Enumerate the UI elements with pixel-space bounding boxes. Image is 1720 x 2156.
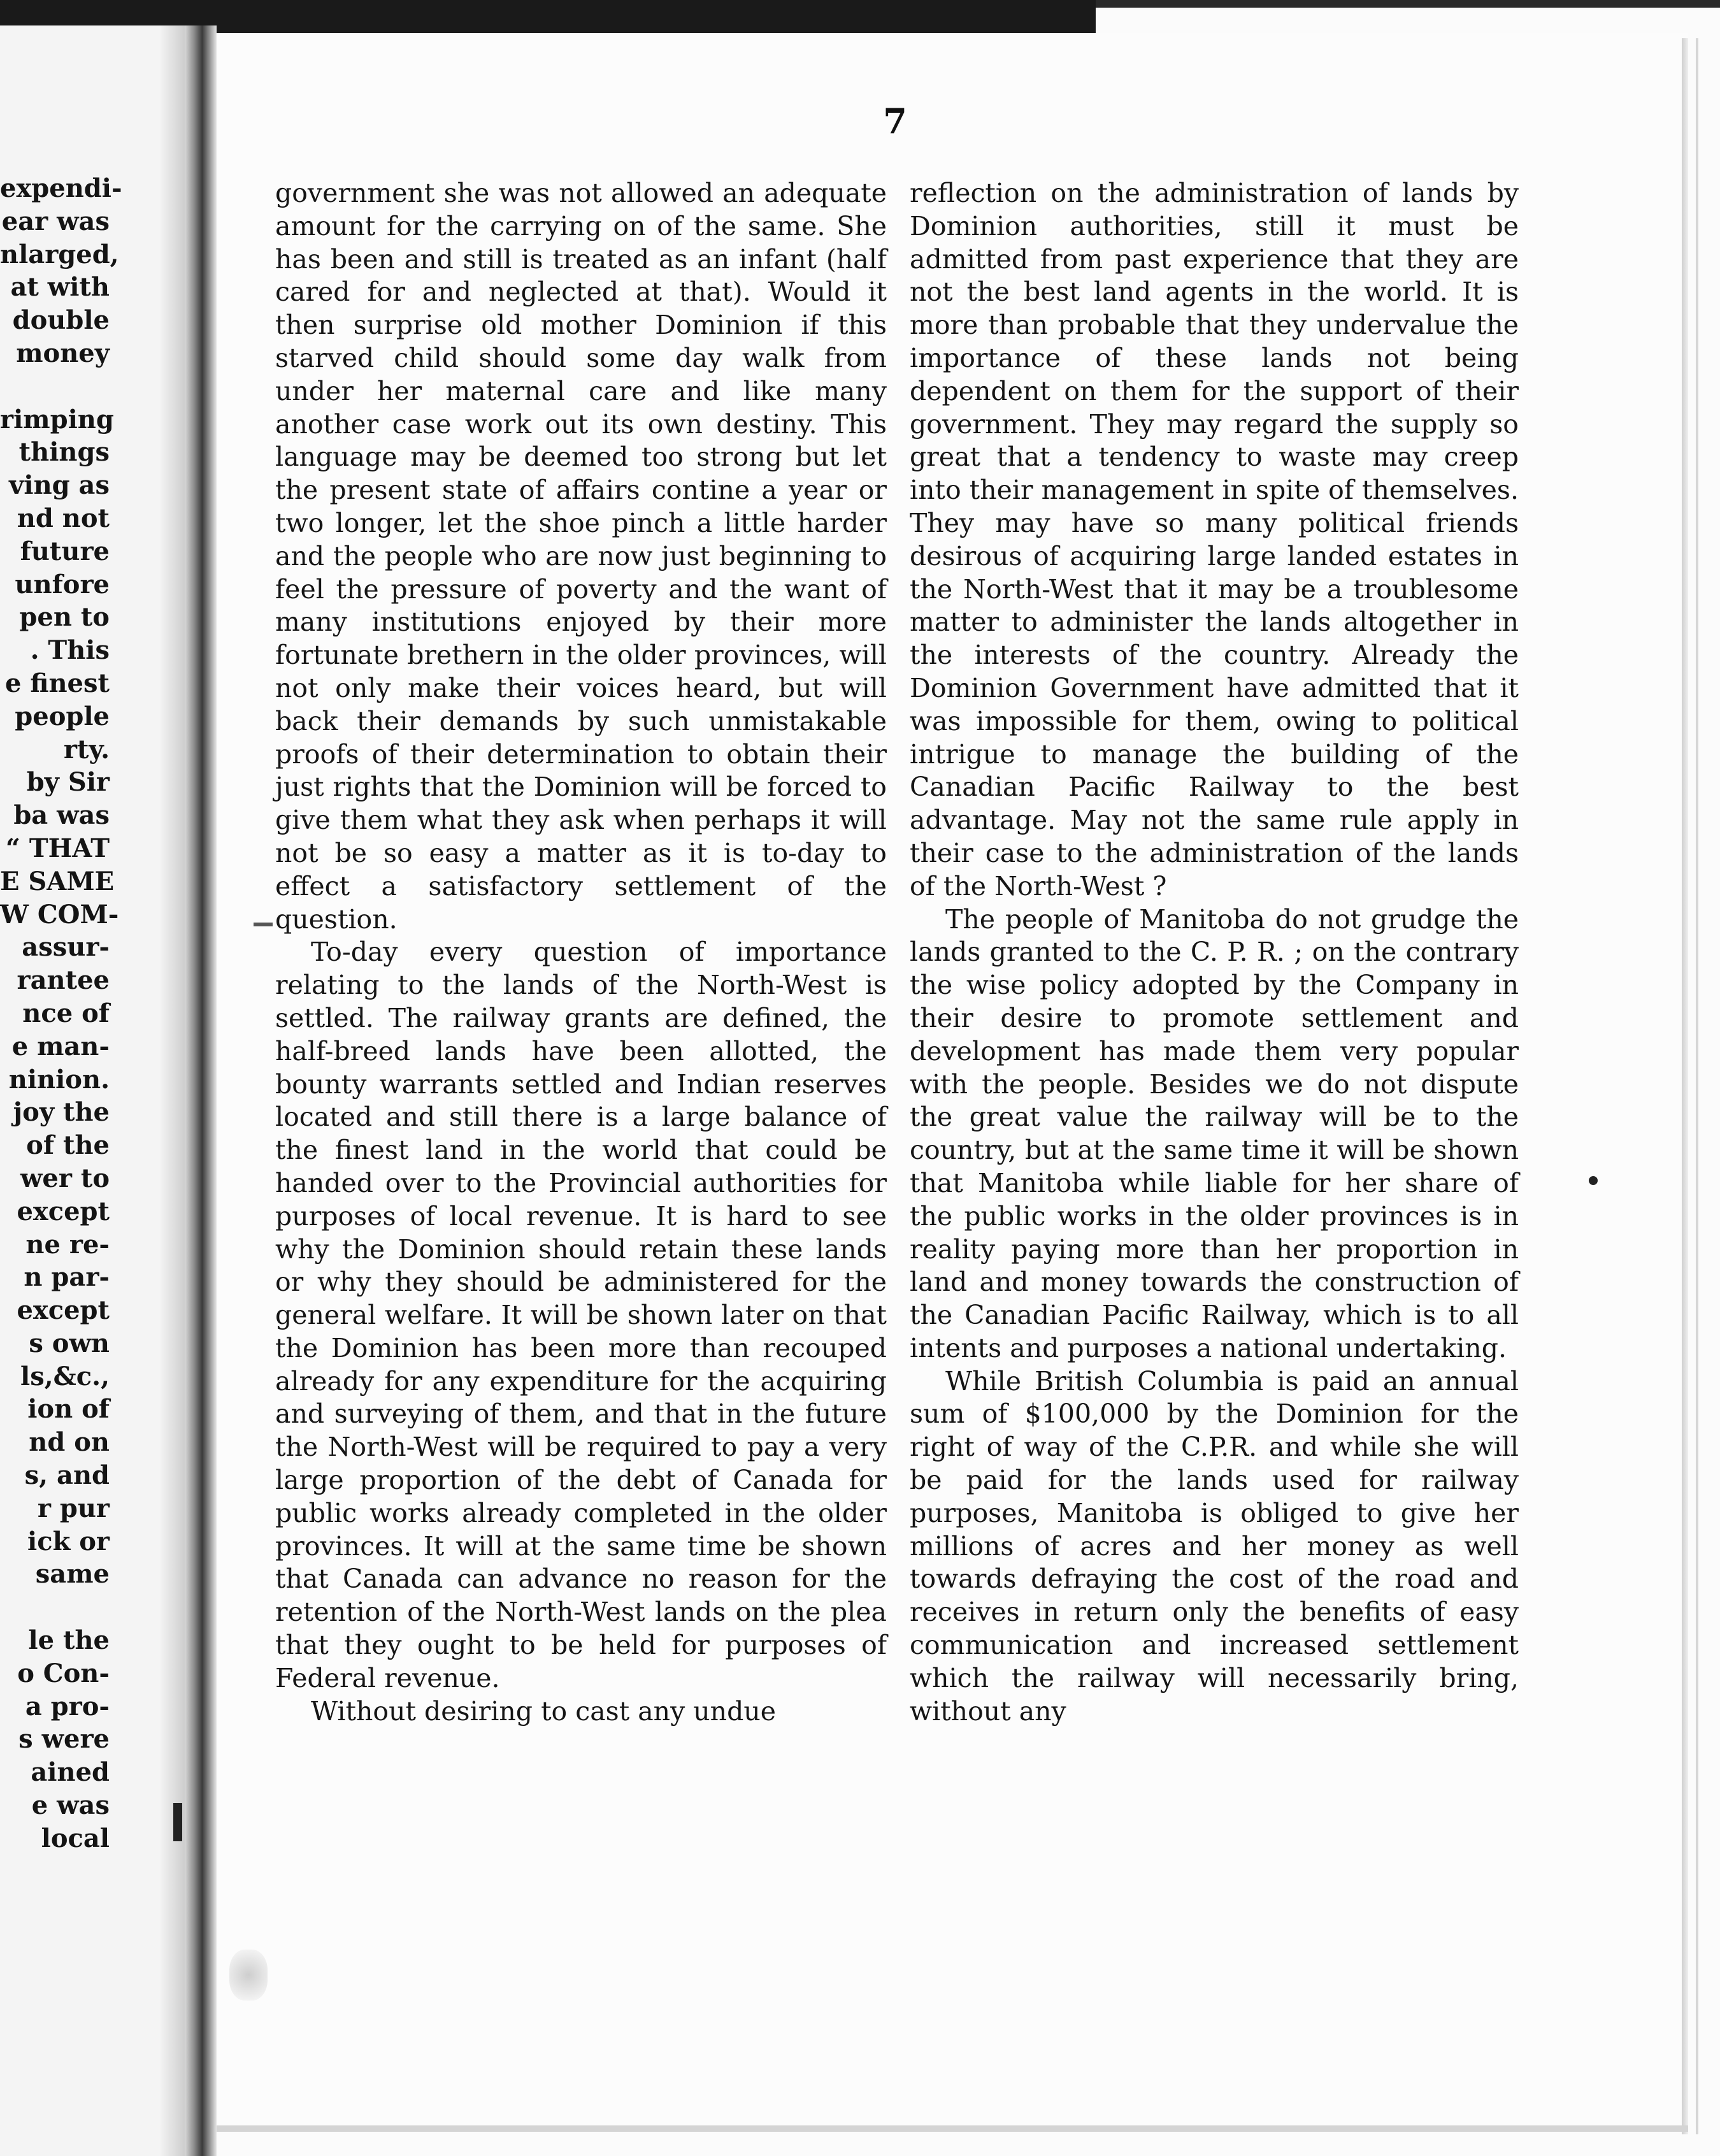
fragment-line: local [41, 1823, 110, 1853]
fragment-line: . This [30, 635, 110, 666]
page-edge [1682, 38, 1688, 2134]
fragment-line: of the [26, 1130, 110, 1161]
fragment-line: o Con- [17, 1658, 110, 1688]
fragment-line [0, 370, 110, 403]
fragment-line: nd on [29, 1427, 110, 1458]
fragment-line: ear was [1, 206, 110, 236]
fragment-line: nce of [22, 998, 110, 1028]
fragment-line [0, 1591, 110, 1624]
paragraph: To-day every question of importance relating to the lands of the North-West is settled. The railway grants are defined, the half-breed lands have been allotted, the bounty warrants settled and Indian reserves located and still there is a large balance of the finest land in the world that could be handed over to the Provincial authorities for purposes of local revenue. It is hard to see why the Dominion should retain these lands or why they should be administered for the general welfare. It will be shown later on that the Dominion has been more than recouped already for any expenditure for the acquiring and surveying of them, and that in the future the North-West will be required to pay a very large proportion of the debt of Canada for public works already completed in the older provinces. It will at the same time be shown that Canada can advance no reason for the retention of the North-West lands on the plea that they ought to be held for purposes of Federal revenue. [275, 937, 887, 1693]
fragment-line: r pur [37, 1493, 110, 1523]
page-bottom-edge [217, 2125, 1688, 2132]
fragment-line: by Sir [26, 767, 110, 798]
fragment-line: assur- [22, 932, 110, 963]
fragment-line: nd not [17, 503, 110, 533]
fragment-line: expendi- [0, 173, 122, 203]
fragment-line: ick or [27, 1526, 110, 1556]
page-smudge [229, 1950, 268, 2001]
fragment-line: at with [10, 272, 110, 303]
fragment-line: same [35, 1559, 110, 1590]
paragraph: While British Columbia is paid an annual sum of $100,000 by the Dominion for the right of way of the C.P.R. and while she will be paid for the lands used for railway purposes, Manitoba is obliged to give her millions of acres and her money as well towards defraying the cost of the road and receives in return only the benefits of easy communication and increased settlement which the railway will necessarily bring, without any [910, 1365, 1519, 1727]
paragraph: reflection on the administration of lands by Dominion authorities, still it must be admitted from past experience that they are not the best land agents in the world. It is more than probable that they undervalue the importance of these lands not being dependent on them for the support of their government. They may regard the supply so great that a tendency to waste may creep into their management in spite of themselves. They may have so many political friends desirous of acquiring large landed estates in the North-West that it may be a troublesome matter to administer the lands altogether in the interests of the country. Already the Dominion Government have admitted that it was impossible for them, owing to political intrigue to manage the building of the Canadian Pacific Railway to the best advantage. May not the same rule apply in their case to the administration of the lands of the North-West ? [910, 178, 1519, 902]
fragment-line: “ THAT [5, 833, 110, 863]
fragment-line: unfore [15, 569, 110, 600]
fragment-line: ving as [9, 470, 110, 501]
fragment-line: ninion. [8, 1064, 110, 1095]
fragment-line: s were [18, 1724, 110, 1755]
fragment-line: W COM- [0, 899, 119, 930]
fragment-line: ained [31, 1757, 110, 1788]
fragment-line: people [15, 701, 110, 731]
paragraph: Without desiring to cast any undue [311, 1695, 776, 1727]
fragment-line: ls,&c., [20, 1361, 110, 1391]
fragment-line: wer to [20, 1163, 110, 1193]
book-gutter [185, 25, 217, 2156]
fragment-line: n par- [24, 1262, 110, 1293]
fragment-line: e finest [5, 668, 110, 698]
fragment-line: rantee [17, 965, 110, 996]
fragment-line: things [18, 437, 110, 468]
fragment-line: nlarged, [0, 239, 119, 270]
ink-tick [254, 923, 273, 926]
facing-page-column [0, 172, 122, 1855]
fragment-line: le the [28, 1625, 110, 1656]
paragraph: The people of Manitoba do not grudge the lands granted to the C. P. R. ; on the contrary the wise policy adopted by the Company in their desire to promote settlement and development has made them very popular with the people. Besides we do not dispute the great value the railway will be to the country, but at the same time it will be shown that Manitoba while liable for her share of the public works in the older provinces is in reality paying more than her proportion in land and money towards the construction of the Canadian Pacific Railway, which is to all intents and purposes a national undertaking. [910, 903, 1519, 1363]
fragment-line: E SAME [0, 866, 115, 896]
fragment-line: e was [31, 1790, 110, 1821]
fragment-line: e man- [11, 1031, 110, 1061]
fragment-line: ba was [13, 800, 110, 831]
fragment-line: rimping [0, 404, 114, 435]
article-column-right [910, 177, 1519, 1728]
page-number: 7 [883, 101, 907, 141]
page-edge-line [1696, 38, 1698, 2134]
fragment-line: rty. [63, 734, 110, 765]
fragment-line: joy the [13, 1097, 110, 1128]
scan-top-border-right [1096, 0, 1720, 8]
paragraph: government she was not allowed an adequate amount for the carrying on of the same. She has been and still is treated as an infant (half cared for and neglected at that). Would it then surprise old mother Dominion if this starved child should some day walk from under her maternal care and like many another case work out its own destiny. This language may be deemed too strong but let the present state of affairs contine a year or two longer, let the shoe pinch a little harder and the people who are now just beginning to feel the pressure of poverty and the want of many institutions enjoyed by their more fortunate brethern in the older provinces, will not only make their voices heard, but will back their demands by such unmistakable proofs of their determination to obtain their just rights that the Dominion will be forced to give them what they ask when perhaps it will not be so easy a matter as it is to-day to effect a satisfactory settlement of the question. [275, 178, 887, 935]
article-column-left [275, 177, 887, 1728]
fragment-line: ion of [27, 1394, 110, 1425]
fragment-line: except [17, 1196, 110, 1226]
fragment-line: s, and [24, 1460, 110, 1491]
fragment-line: ne re- [25, 1229, 110, 1260]
ink-spot [1589, 1176, 1598, 1185]
fragment-line: money [16, 338, 110, 368]
fragment-line: except [17, 1295, 110, 1326]
fragment-line: pen to [19, 602, 110, 633]
fragment-line: future [20, 536, 110, 566]
fragment-line: a pro- [25, 1691, 110, 1721]
ink-mark [173, 1803, 182, 1841]
fragment-line: s own [29, 1328, 110, 1358]
fragment-line: double [12, 305, 110, 336]
